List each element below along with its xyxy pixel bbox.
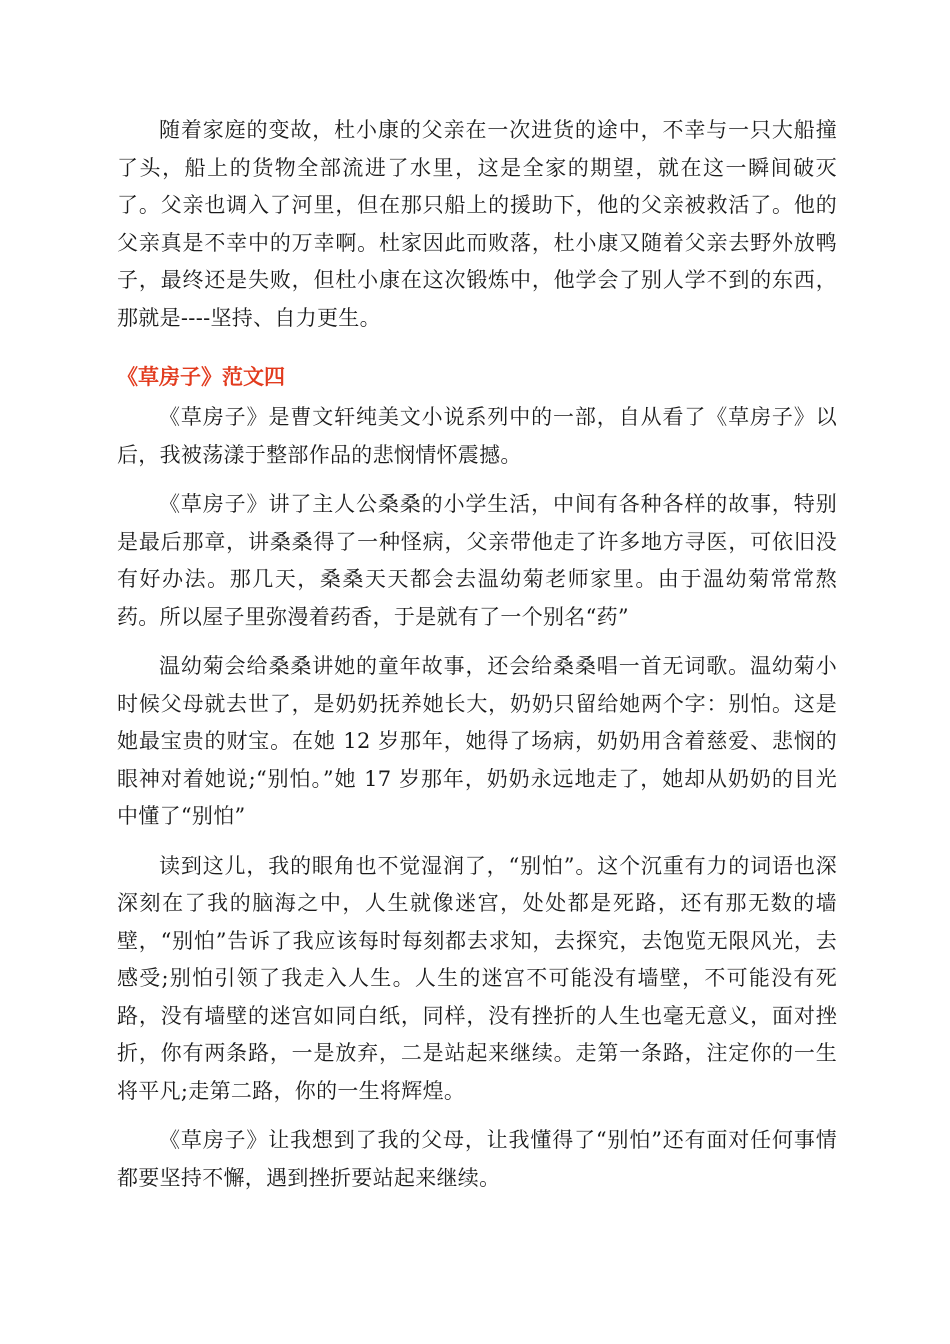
paragraph-6: 《草房子》让我想到了我的父母，让我懂得了“别怕”还有面对任何事情都要坚持不懈，遇到挫折要站起来继续。 (117, 1128, 837, 1190)
section-heading: 《草房子》范文四 (117, 365, 285, 389)
paragraph-2: 《草房子》是曹文轩纯美文小说系列中的一部，自从看了《草房子》以后，我被荡漾于整部作品的悲悯情怀震撼。 (117, 405, 837, 467)
paragraph-4: 温幼菊会给桑桑讲她的童年故事，还会给桑桑唱一首无词歌。温幼菊小时候父母就去世了，是奶奶抚养她长大，奶奶只留给她两个字：别怕。这是她最宝贵的财宝。在她 12 岁那年，她得了场病，奶奶用含着慈爱、悲悯的眼神对着她说;“别怕。”她 17 岁那年，奶奶永远地走了，她却从奶奶的目光中懂了“别怕” (117, 654, 837, 828)
paragraph-5: 读到这儿，我的眼角也不觉湿润了，“别怕”。这个沉重有力的词语也深深刻在了我的脑海之中，人生就像迷宫，处处都是死路，还有那无数的墙壁，“别怕”告诉了我应该每时每刻都去求知，去探究，去饱览无限风光，去感受;别怕引领了我走入人生。人生的迷宫不可能没有墙壁，不可能没有死路，没有墙壁的迷宫如同白纸，同样，没有挫折的人生也毫无意义，面对挫折，你有两条路，一是放弃，二是站起来继续。走第一条路，注定你的一生将平凡;走第二路，你的一生将辉煌。 (117, 853, 837, 1103)
paragraph-1: 随着家庭的变故，杜小康的父亲在一次进货的途中，不幸与一只大船撞了头，船上的货物全部流进了水里，这是全家的期望，就在这一瞬间破灭了。父亲也调入了河里，但在那只船上的援助下，他的父亲被救活了。他的父亲真是不幸中的万幸啊。杜家因此而败落，杜小康又随着父亲去野外放鸭子，最终还是失败，但杜小康在这次锻炼中，他学会了别人学不到的东西，那就是----坚持、自力更生。 (117, 118, 837, 330)
document-body (117, 112, 837, 1197)
paragraph-3: 《草房子》讲了主人公桑桑的小学生活，中间有各种各样的故事，特别是最后那章，讲桑桑得了一种怪病，父亲带他走了许多地方寻医，可依旧没有好办法。那几天，桑桑天天都会去温幼菊老师家里。由于温幼菊常常熬药。所以屋子里弥漫着药香，于是就有了一个别名“药” (117, 492, 837, 629)
